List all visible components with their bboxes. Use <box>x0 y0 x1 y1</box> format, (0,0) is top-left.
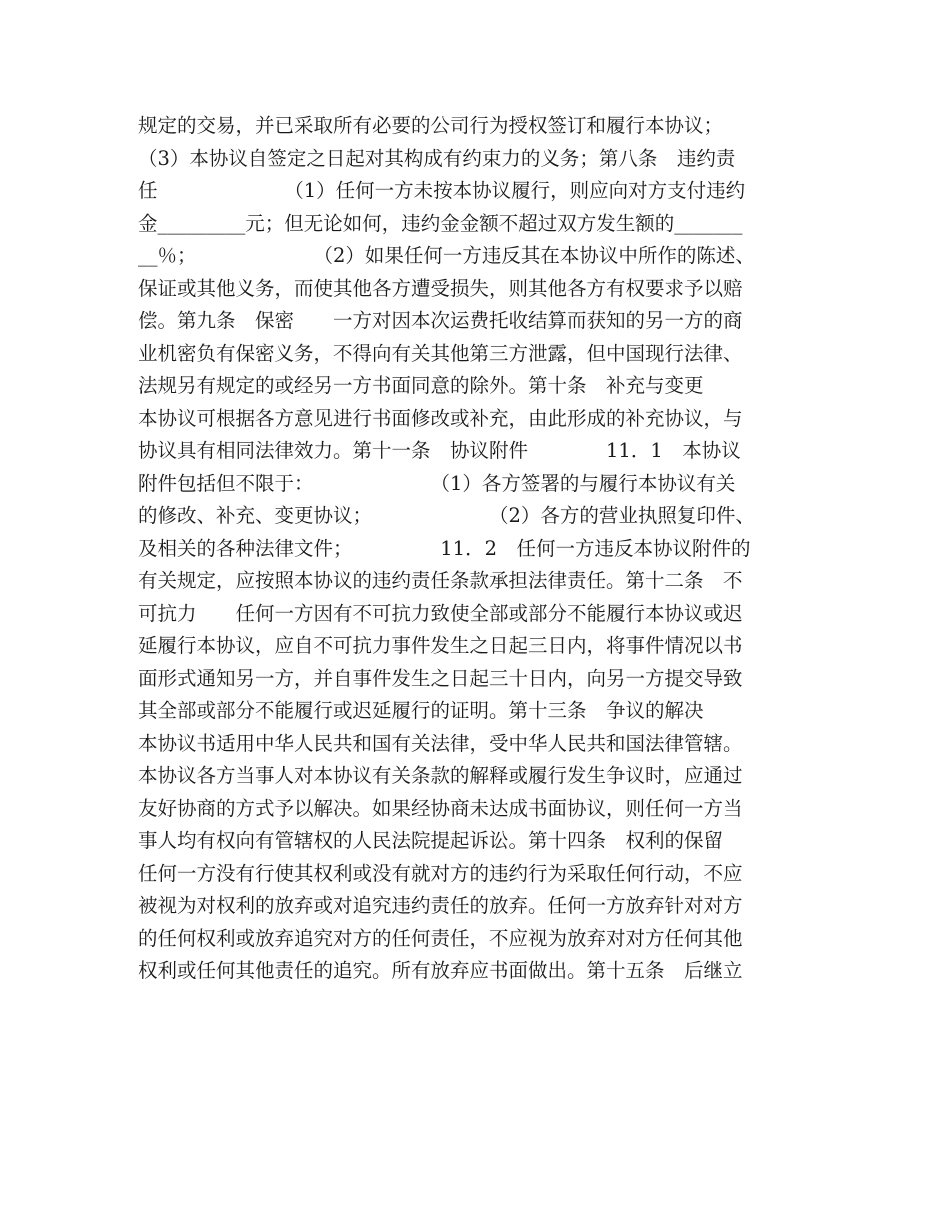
text-line: 任何一方没有行使其权利或没有就对方的违约行为采取任何行动，不应 <box>138 861 743 885</box>
text-line: 偿。第九条 保密 一方对因本次运费托收结算而获知的另一方的商 <box>138 309 743 332</box>
text-line: 及相关的各种法律文件； 11．2 任何一方违反本协议附件的 <box>138 536 751 560</box>
text-line: 业机密负有保密义务，不得向有关其他第三方泄露，但中国现行法律、 <box>138 341 743 365</box>
text-line: 法规另有规定的或经另一方书面同意的除外。第十条 补充与变更 <box>138 374 743 397</box>
text-line: 的任何权利或放弃追究对方的任何责任，不应视为放弃对对方任何其他 <box>138 926 743 950</box>
text-line: 权利或任何其他责任的追究。所有放弃应书面做出。第十五条 后继立 <box>138 959 743 982</box>
text-line: 被视为对权利的放弃或对追究违约责任的放弃。任何一方放弃针对对方 <box>138 894 743 917</box>
text-line: 可抗力 任何一方因有不可抗力致使全部或部分不能履行本协议或迟 <box>138 601 743 625</box>
text-line: 附件包括但不限于： （1）各方签署的与履行本协议有关 <box>138 471 736 495</box>
text-line: 延履行本协议，应自不可抗力事件发生之日起三日内，将事件情况以书 <box>138 634 743 657</box>
text-line: （3）本协议自签定之日起对其构成有约束力的义务；第八条 违约责 <box>138 146 736 170</box>
text-line: 事人均有权向有管辖权的人民法院提起诉讼。第十四条 权利的保留 <box>138 829 743 852</box>
text-line: 友好协商的方式予以解决。如果经协商未达成书面协议，则任何一方当 <box>138 796 743 820</box>
text-line: 保证或其他义务，而使其他各方遭受损失，则其他各方有权要求予以赔 <box>138 276 743 300</box>
text-line: 任 （1）任何一方未按本协议履行，则应向对方支付违约 <box>138 179 746 202</box>
text-line: 协议具有相同法律效力。第十一条 协议附件 11．1 本协议 <box>138 439 741 462</box>
text-line: __％； （2）如果任何一方违反其在本协议中所作的陈述、 <box>138 244 755 267</box>
document-body <box>138 110 818 988</box>
text-line: 规定的交易，并已采取所有必要的公司行为授权签订和履行本协议； <box>138 114 724 137</box>
text-line: 金_________元；但无论如何，违约金金额不超过双方发生额的_______ <box>138 211 743 235</box>
text-line: 本协议各方当事人对本协议有关条款的解释或履行发生争议时，应通过 <box>138 764 743 787</box>
text-line: 的修改、补充、变更协议； （2）各方的营业执照复印件、 <box>138 504 755 527</box>
text-line: 面形式通知另一方，并自事件发生之日起三十日内，向另一方提交导致 <box>138 666 743 690</box>
text-line: 本协议可根据各方意见进行书面修改或补充，由此形成的补充协议，与 <box>138 406 743 430</box>
text-line: 本协议书适用中华人民共和国有关法律，受中华人民共和国法律管辖。 <box>138 731 743 755</box>
text-line: 有关规定，应按照本协议的违约责任条款承担法律责任。第十二条 不 <box>138 569 743 592</box>
text-line: 其全部或部分不能履行或迟延履行的证明。第十三条 争议的解决 <box>138 699 743 722</box>
